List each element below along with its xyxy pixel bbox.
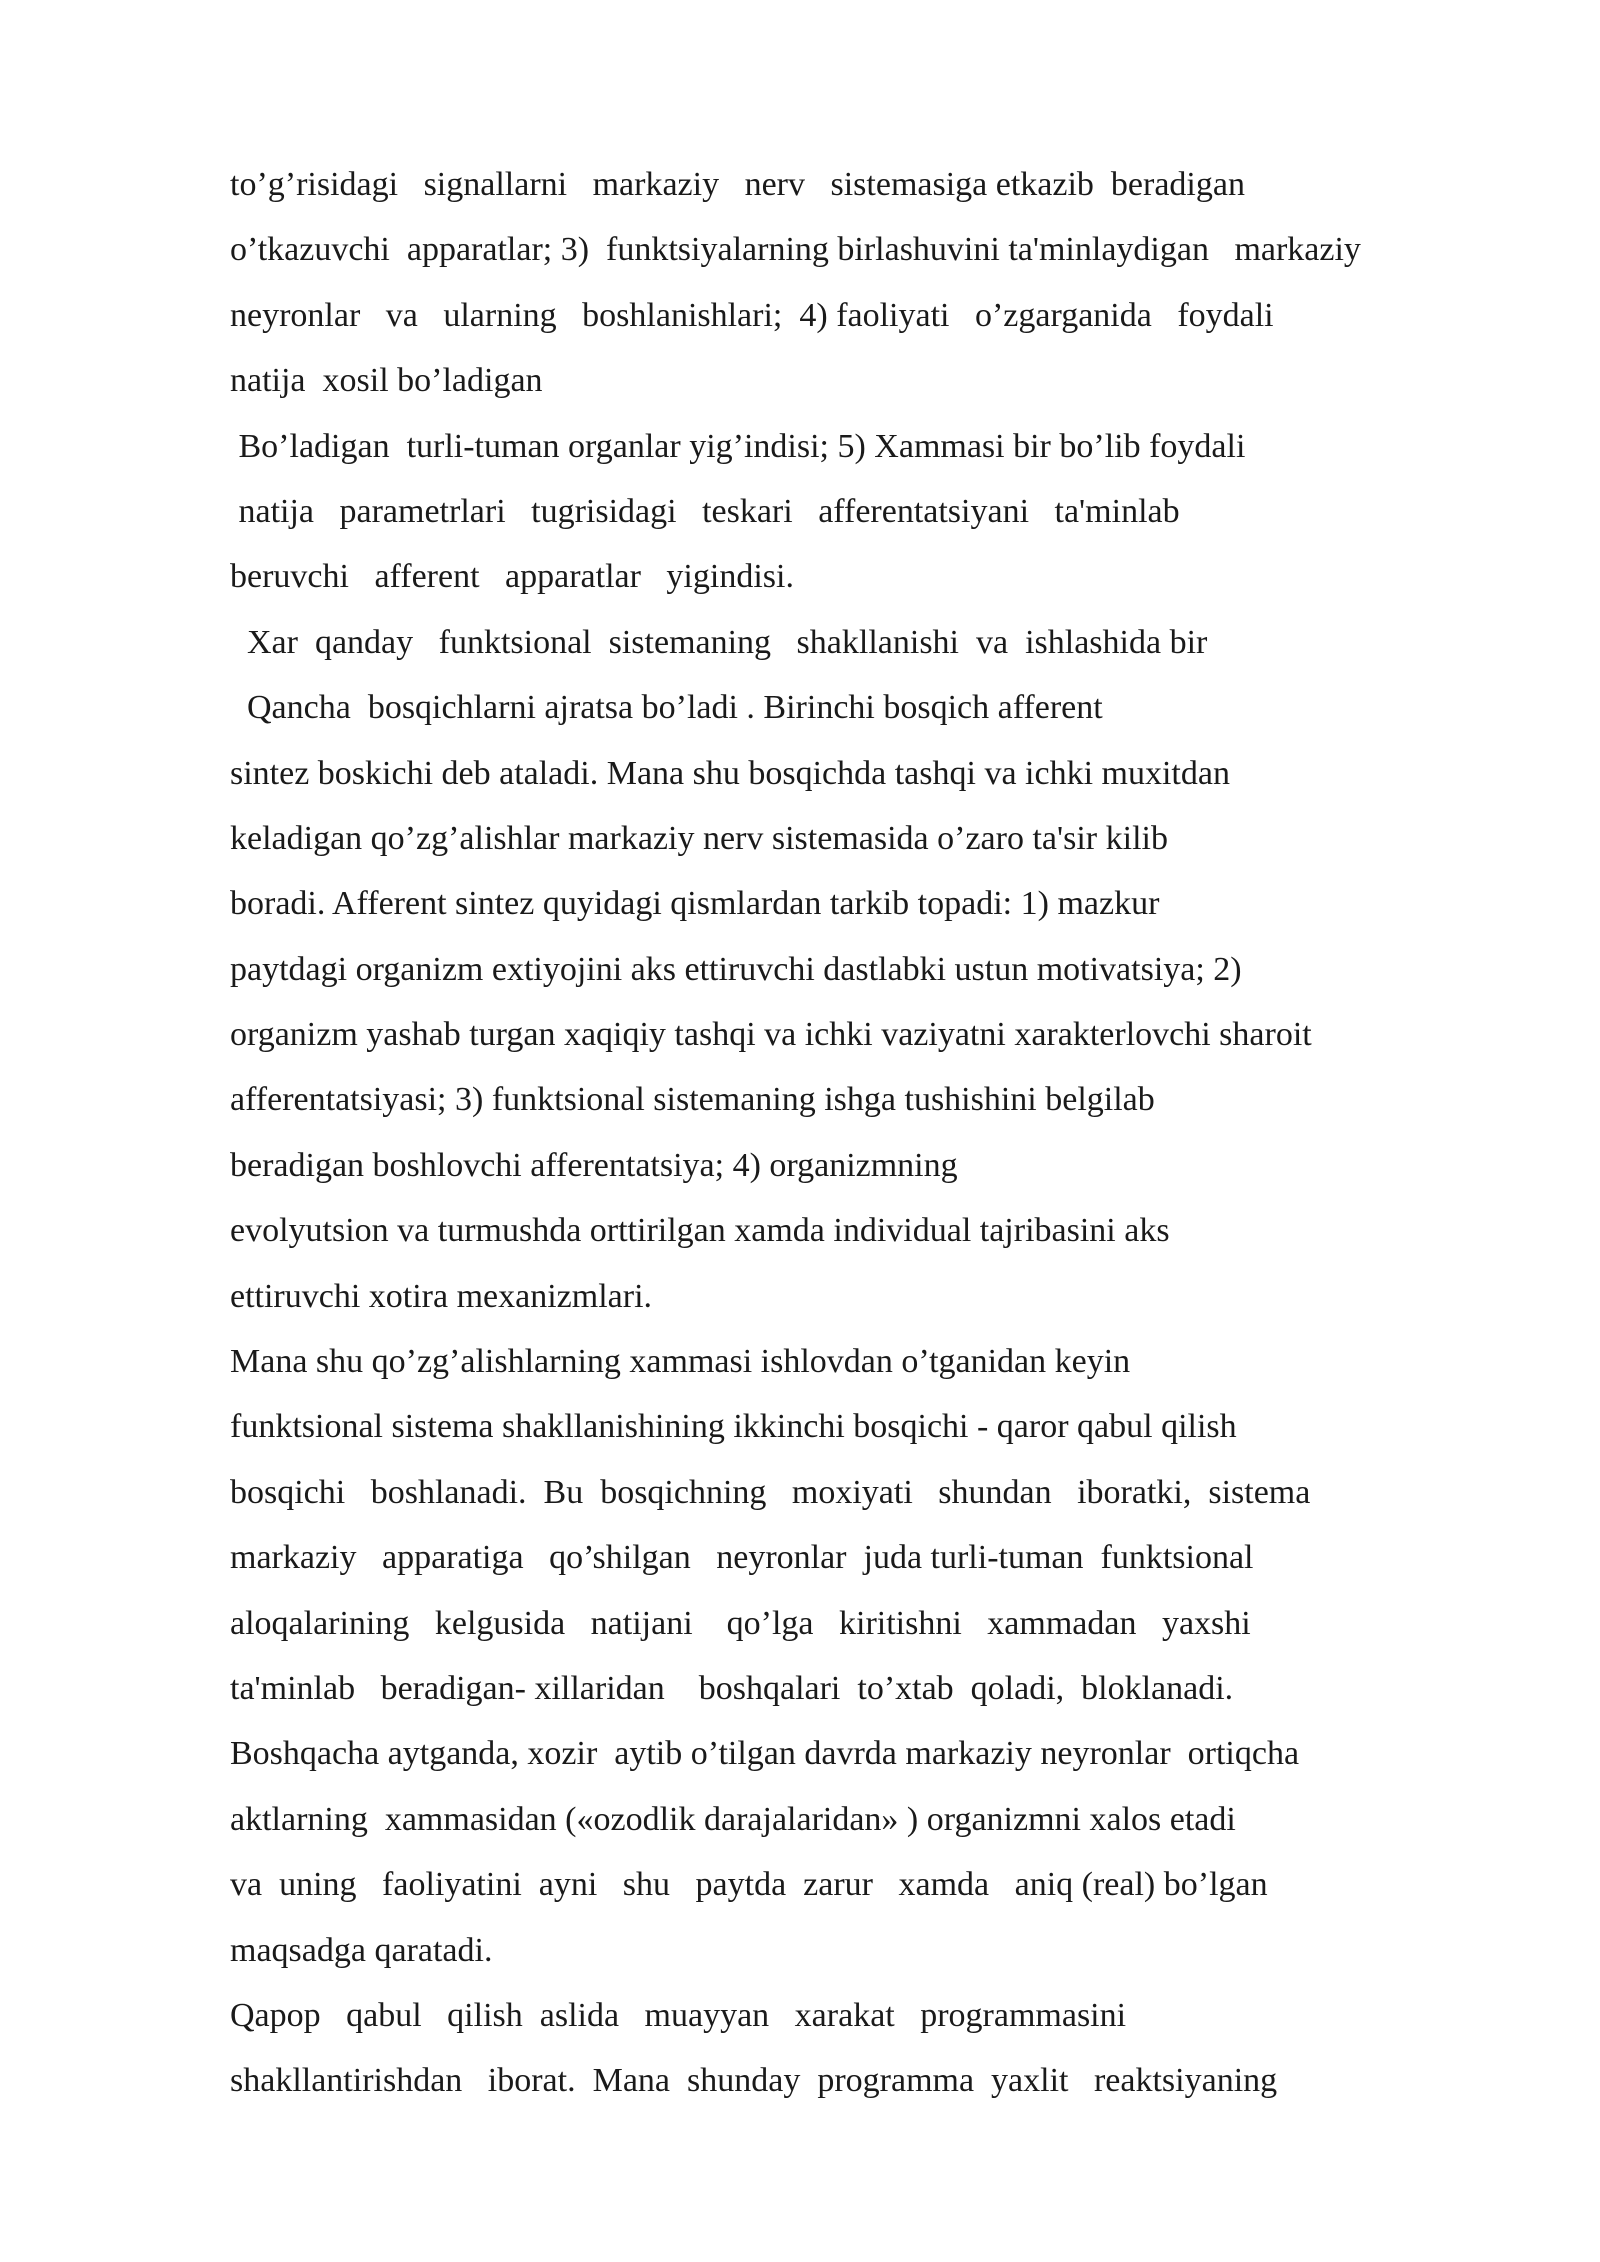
text-line: Boshqacha aytganda, xozir aytib o’tilgan davrda markaziy neyronlar ortiqcha	[230, 1735, 1300, 1773]
text-line: ta'minlab beradigan- xillaridan boshqalari to’xtab qoladi, bloklanadi.	[230, 1669, 1234, 1707]
text-line: Xar qanday funktsional sistemaning shakllanishi va ishlashida bir	[230, 623, 1208, 661]
text-line: aloqalarining kelgusida natijani qo’lga kiritishni xammadan yaxshi	[230, 1604, 1251, 1642]
text-line: Qancha bosqichlarni ajratsa bo’ladi . Birinchi bosqich afferent	[230, 689, 1103, 727]
text-line: funktsional sistema shakllanishining ikkinchi bosqichi - qaror qabul qilish	[230, 1408, 1237, 1446]
text-line: keladigan qo’zg’alishlar markaziy nerv sistemasida o’zaro ta'sir kilib	[230, 819, 1168, 857]
text-line: paytdagi organizm extiyojini aks ettiruvchi dastlabki ustun motivatsiya; 2)	[230, 950, 1242, 988]
text-line: va uning faoliyatini ayni shu paytda zarur xamda aniq (real) bo’lgan	[230, 1866, 1268, 1904]
text-line: markaziy apparatiga qo’shilgan neyronlar juda turli-tuman funktsional	[230, 1539, 1254, 1577]
text-line: beradigan boshlovchi afferentatsiya; 4) organizmning	[230, 1146, 958, 1184]
text-line: evolyutsion va turmushda orttirilgan xamda individual tajribasini aks	[230, 1212, 1170, 1250]
text-line: maqsadga qaratadi.	[230, 1931, 493, 1969]
text-line: beruvchi afferent apparatlar yigindisi.	[230, 558, 794, 596]
text-line: Bo’ladigan turli-tuman organlar yig’indisi; 5) Xammasi bir bo’lib foydali	[230, 427, 1246, 465]
text-line: to’g’risidagi signallarni markaziy nerv sistemasiga etkazib beradigan	[230, 166, 1245, 203]
text-line: afferentatsiyasi; 3) funktsional sistemaning ishga tushishini belgilab	[230, 1081, 1155, 1119]
text-line: shakllantirishdan iborat. Mana shunday programma yaxlit reaktsiyaning	[230, 2062, 1278, 2100]
text-line: bosqichi boshlanadi. Bu bosqichning moxiyati shundan iboratki, sistema	[230, 1473, 1311, 1511]
text-line: organizm yashab turgan xaqiqiy tashqi va ichki vaziyatni xarakterlovchi sharoit	[230, 1016, 1312, 1054]
text-line: natija parametrlari tugrisidagi teskari afferentatsiyani ta'minlab	[230, 492, 1180, 530]
text-line: Qapop qabul qilish aslida muayyan xarakat programmasini	[230, 1996, 1127, 2034]
text-line: o’tkazuvchi apparatlar; 3) funktsiyalarning birlashuvini ta'minlaydigan markaziy	[230, 231, 1361, 269]
text-line: neyronlar va ularning boshlanishlari; 4) faoliyati o’zgarganida foydali	[230, 296, 1274, 334]
text-line: boradi. Afferent sintez quyidagi qismlardan tarkib topadi: 1) mazkur	[230, 885, 1160, 923]
body-text	[230, 152, 1530, 2114]
text-line: ettiruvchi xotira mexanizmlari.	[230, 1277, 653, 1315]
text-line: natija xosil bo’ladigan	[230, 362, 543, 400]
text-line: sintez boskichi deb ataladi. Mana shu bosqichda tashqi va ichki muxitdan	[230, 754, 1230, 792]
text-line: Mana shu qo’zg’alishlarning xammasi ishlovdan o’tganidan keyin	[230, 1343, 1131, 1381]
text-line: aktlarning xammasidan («ozodlik darajalaridan» ) organizmni xalos etadi	[230, 1800, 1236, 1838]
